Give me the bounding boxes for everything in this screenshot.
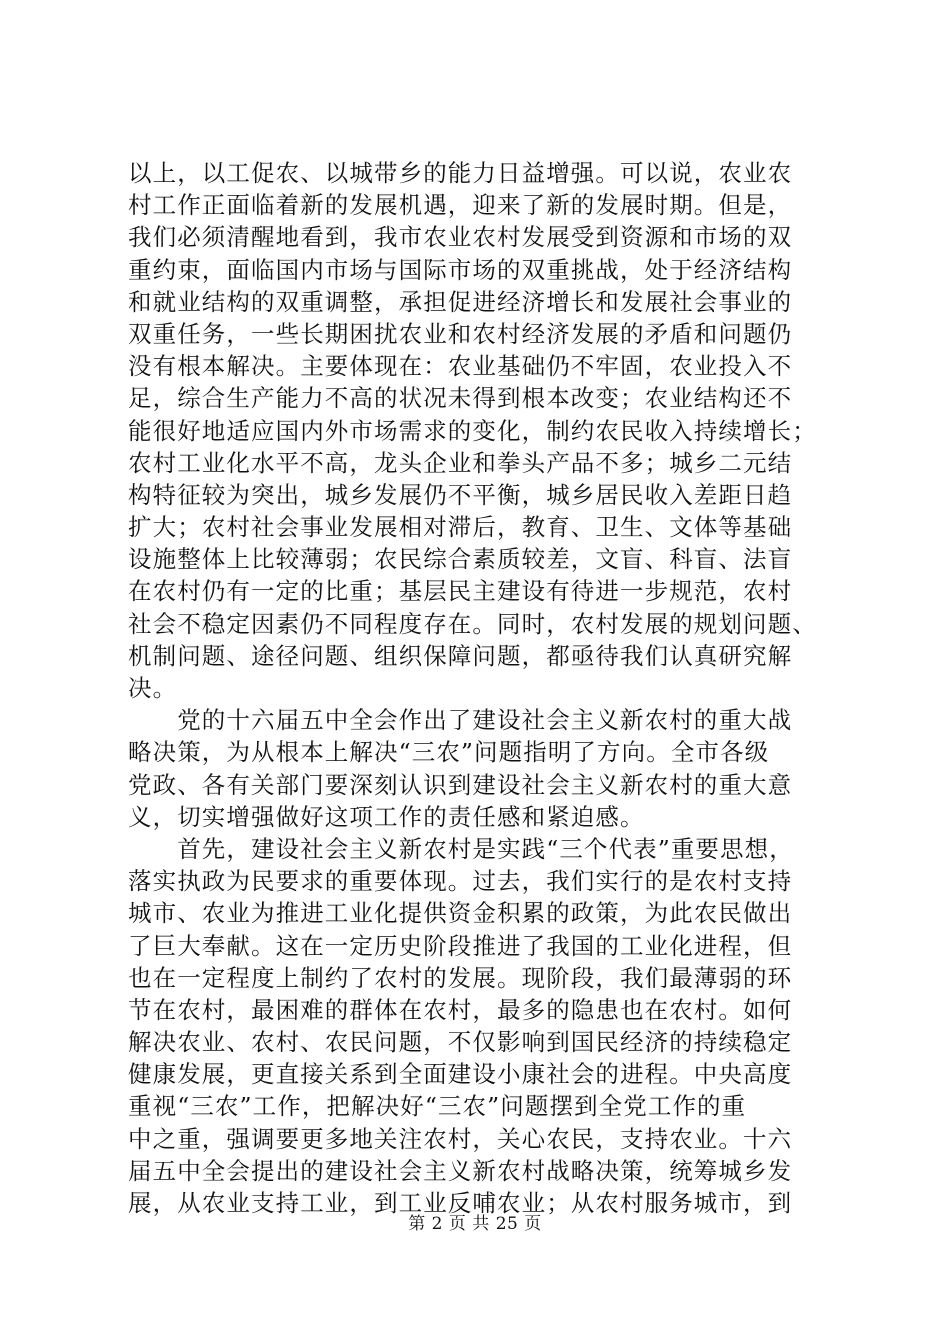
paragraph-start-line: 首先，建设社会主义新农村是实践“三个代表”重要思想， [128, 834, 794, 863]
page-number-footer: 第 2 页 共 25 页 [408, 1214, 542, 1234]
text-line: 没有根本解决。主要体现在：农业基础仍不牢固，农业投入不 [128, 352, 793, 381]
text-line: 中之重，强调要更多地关注农村，关心农民，支持农业。十六 [128, 1124, 793, 1153]
text-line: 城市、农业为推进工业化提供资金积累的政策，为此农民做出 [128, 899, 793, 928]
text-line: 了巨大奉献。这在一定历史阶段推进了我国的工业化进程，但 [128, 931, 793, 960]
text-line: 健康发展，更直接关系到全面建设小康社会的进程。中央高度 [128, 1060, 793, 1089]
text-line: 落实执政为民要求的重要体现。过去，我们实行的是农村支持 [128, 867, 793, 896]
text-line: 决。 [128, 674, 178, 702]
text-line: 设施整体上比较薄弱；农民综合素质较差，文盲、科盲、法盲 [128, 545, 793, 574]
text-line: 展，从农业支持工业，到工业反哺农业；从农村服务城市，到 [128, 1189, 793, 1217]
text-line: 双重任务，一些长期困扰农业和农村经济发展的矛盾和问题仍 [128, 319, 793, 348]
text-line: 机制问题、途径问题、组织保障问题，都亟待我们认真研究解 [128, 641, 793, 670]
paragraph-start-line: 党的十六届五中全会作出了建设社会主义新农村的重大战 [128, 706, 793, 735]
text-line: 也在一定程度上制约了农村的发展。现阶段，我们最薄弱的环 [128, 963, 793, 992]
text-line: 重视“三农”工作，把解决好“三农”问题摆到全党工作的重 [128, 1092, 747, 1121]
text-line: 重约束，面临国内市场与国际市场的双重挑战，处于经济结构 [128, 255, 793, 284]
text-line: 扩大；农村社会事业发展相对滞后，教育、卫生、文体等基础 [128, 513, 793, 542]
text-line: 义，切实增强做好这项工作的责任感和紧迫感。 [128, 802, 645, 831]
text-line: 能很好地适应国内外市场需求的变化，制约农民收入持续增长； [128, 416, 817, 445]
body-text [128, 157, 838, 1219]
text-line: 社会不稳定因素仍不同程度存在。同时，农村发展的规划问题、 [128, 609, 817, 638]
text-line: 党政、各有关部门要深刻认识到建设社会主义新农村的重大意 [128, 770, 793, 799]
text-line: 节在农村，最困难的群体在农村，最多的隐患也在农村。如何 [128, 995, 793, 1024]
text-line: 略决策，为从根本上解决“三农”问题指明了方向。全市各级 [128, 738, 770, 767]
text-line: 我们必须清醒地看到，我市农业农村发展受到资源和市场的双 [128, 223, 793, 252]
text-line: 村工作正面临着新的发展机遇，迎来了新的发展时期。但是， [128, 191, 793, 220]
text-line: 构特征较为突出，城乡发展仍不平衡，城乡居民收入差距日趋 [128, 480, 793, 509]
text-line: 足，综合生产能力不高的状况未得到根本改变；农业结构还不 [128, 384, 793, 413]
text-line: 以上，以工促农、以城带乡的能力日益增强。可以说，农业农 [128, 159, 793, 187]
text-line: 和就业结构的双重调整，承担促进经济增长和发展社会事业的 [128, 287, 793, 316]
text-line: 在农村仍有一定的比重；基层民主建设有待进一步规范，农村 [128, 577, 793, 606]
text-line: 解决农业、农村、农民问题，不仅影响到国民经济的持续稳定 [128, 1028, 793, 1057]
text-line: 农村工业化水平不高，龙头企业和拳头产品不多；城乡二元结 [128, 448, 793, 477]
text-line: 届五中全会提出的建设社会主义新农村战略决策，统筹城乡发 [128, 1156, 793, 1185]
